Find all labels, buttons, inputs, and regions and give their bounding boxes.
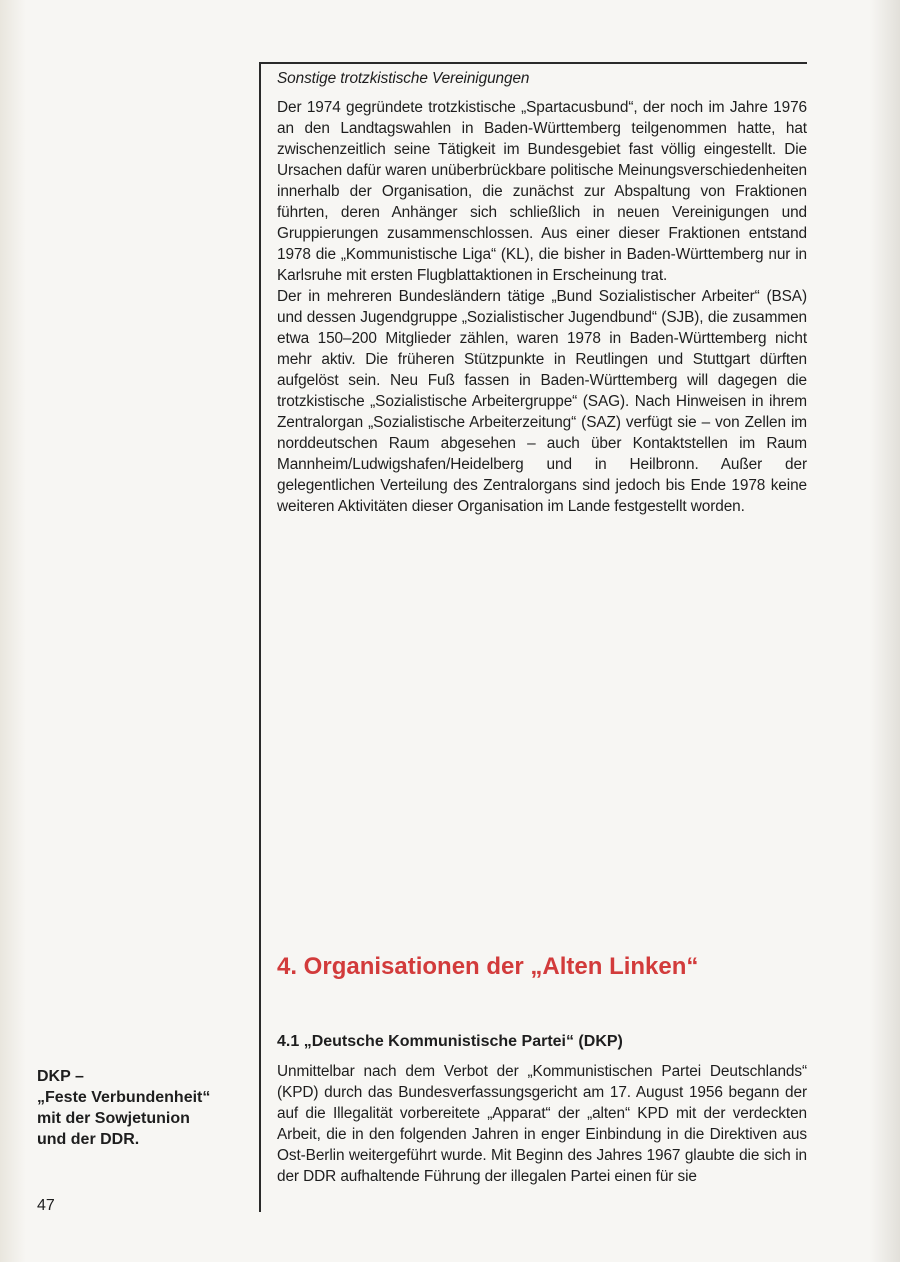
page-number: 47	[37, 1197, 55, 1214]
margin-note-line: DKP –	[37, 1068, 84, 1085]
margin-note	[37, 1066, 237, 1150]
chapter-title: 4. Organisationen der „Alten Linken“	[277, 953, 699, 980]
page-edge-shadow-left	[0, 0, 26, 1262]
page-edge-shadow-right	[870, 0, 900, 1262]
margin-note-line: und der DDR.	[37, 1131, 140, 1148]
subsection-heading: Sonstige trotzkistische Vereinigungen	[277, 70, 530, 87]
paragraph-spartacusbund: Der 1974 gegründete trotzkistische „Spartacusbund“, der noch im Jahre 1976 an den Landtagswahlen in Baden-Württemberg teilgenommen hatte, hat zwischenzeitlich seine Tätigkeit im Bundesgebiet fast völlig eingestellt. Die Ursachen dafür waren unüberbrückbare politische Meinungsverschiedenheiten innerhalb der Organisation, die zunächst zur Abspaltung von Fraktionen führten, deren Anhänger sich schließlich in neuen Vereinigungen und Gruppierungen zusammenschlossen. Aus einer dieser Fraktionen entstand 1978 die „Kommunistische Liga“ (KL), die bisher in Baden-Württemberg nur in Karlsruhe mit ersten Flugblattaktionen in Erscheinung trat.	[277, 99, 807, 284]
column-rule	[259, 62, 261, 1212]
paragraph-bsa: Der in mehreren Bundesländern tätige „Bund Sozialistischer Arbeiter“ (BSA) und dessen Jugendgruppe „Sozialistischer Jugendbund“ (SJB), die zusammen etwa 150–200 Mitglieder zählen, waren 1978 in Baden-Württemberg nicht mehr aktiv. Die früheren Stützpunkte in Reutlingen und Stuttgart dürften aufgelöst sein. Neu Fuß fassen in Baden-Württemberg will dagegen die trotzkistische „Sozialistische Arbeitergruppe“ (SAG). Nach Hinweisen in ihrem Zentralorgan „Sozialistische Arbeiterzeitung“ (SAZ) verfügt sie – von Zellen im norddeutschen Raum abgesehen – auch über Kontaktstellen im Raum Mannheim/Ludwigshafen/Heidelberg und in Heilbronn. Außer der gelegentlichen Verteilung des Zentralorgans sind jedoch bis Ende 1978 keine weiteren Aktivitäten dieser Organisation im Lande festgestellt worden.	[277, 288, 807, 515]
main-text-bottom	[277, 1061, 807, 1187]
paragraph-dkp: Unmittelbar nach dem Verbot der „Kommunistischen Partei Deutschlands“ (KPD) durch das Bundesverfassungsgericht am 17. August 1956 begann der auf die Illegalität vorbereitete „Apparat“ der „alten“ KPD mit der verdeckten Arbeit, die in den folgenden Jahren in enger Einbindung in die Direktiven aus Ost-Berlin weitergeführt wurde. Mit Beginn des Jahres 1967 glaubte die sich in der DDR aufhaltende Führung der illegalen Partei einen für sie	[277, 1063, 807, 1185]
main-text-top	[277, 68, 807, 517]
section-title: 4.1 „Deutsche Kommunistische Partei“ (DKP)	[277, 1033, 623, 1050]
margin-note-line: mit der Sowjetunion	[37, 1110, 190, 1127]
margin-note-line: „Feste Verbundenheit“	[37, 1089, 211, 1106]
top-rule	[259, 62, 807, 64]
